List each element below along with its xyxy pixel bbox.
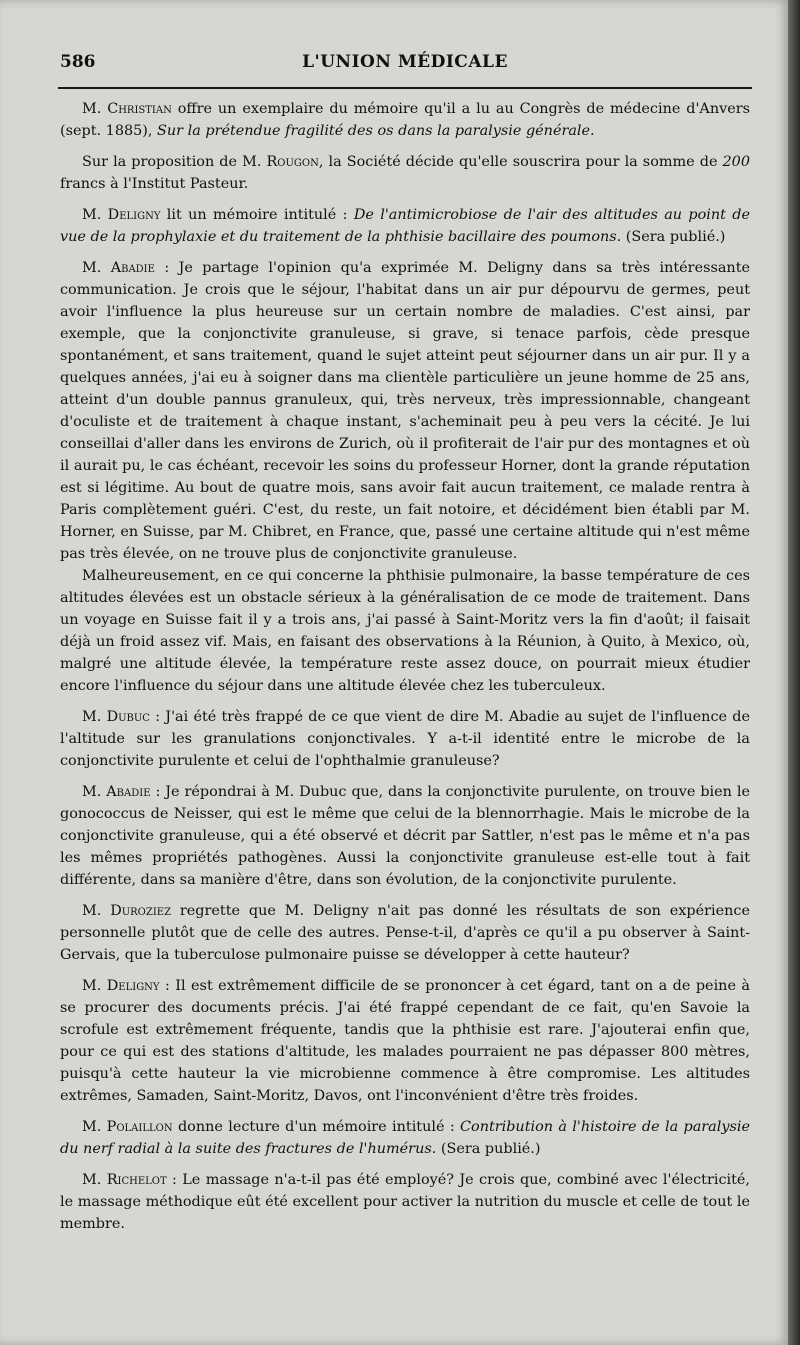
paragraph: M. Deligny lit un mémoire intitulé : De l'antimicrobiose de l'air des altitudes au point de vue de la prophylaxie et du traitement de la phthisie bacillaire des poumons. (Sera publié.) (60, 207, 750, 245)
header-rule (58, 87, 752, 89)
page-number: 586 (60, 52, 96, 72)
running-header (60, 52, 750, 82)
journal-title: L'UNION MÉDICALE (302, 52, 508, 72)
paragraph: M. Duroziez regrette que M. Deligny n'ait pas donné les résultats de son expérience personnelle plutôt que de celle des autres. Pense-t-il, d'après ce qu'il a pu observer à Saint-Gervais, que la tuberculose pulmonaire puisse se développer à cette hauteur? (60, 903, 750, 963)
paragraph: M. Richelot : Le massage n'a-t-il pas été employé? Je crois que, combiné avec l'électricité, le massage méthodique eût été excellent pour activer la nutrition du muscle et celle de tout le membre. (60, 1172, 750, 1232)
article-body (60, 98, 750, 1244)
paragraph: M. Dubuc : J'ai été très frappé de ce que vient de dire M. Abadie au sujet de l'influence de l'altitude sur les granulations conjonctivales. Y a-t-il identité entre le microbe de la conjonctivite purulente et celui de l'ophthalmie granuleuse? (60, 709, 750, 769)
paragraph: Sur la proposition de M. Rougon, la Société décide qu'elle souscrira pour la somme de 200 francs à l'Institut Pasteur. (60, 154, 750, 192)
paragraph: M. Abadie : Je partage l'opinion qu'a exprimée M. Deligny dans sa très intéressante communication. Je crois que le séjour, l'habitat dans un air pur dépourvu de germes, peut avoir l'influence la plus heureuse sur un certain nombre de maladies. C'est ainsi, par exemple, que la conjonctivite granuleuse, si grave, si tenace parfois, cède presque spontanément, et sans traitement, quand le sujet atteint peut séjourner dans un air pur. Il y a quelques années, j'ai eu à soigner dans ma clientèle particulière un jeune homme de 25 ans, atteint d'un double pannus granuleux, qui, très nerveux, très impressionnable, changeant d'oculiste et de traitement à chaque instant, s'acheminait peu à peu vers la cécité. Je lui conseillai d'aller dans les environs de Zurich, où il profiterait de l'air pur des montagnes et où il aurait pu, le cas échéant, recevoir les soins du professeur Horner, dont la grande réputation est si légitime. Au bout de quatre mois, sans avoir fait aucun traitement, ce malade rentra à Paris complètement guéri. C'est, du reste, un fait notoire, et décidément bien établi par M. Horner, en Suisse, par M. Chibret, en France, que, passé une certaine altitude qui n'est même pas très élevée, on ne trouve plus de conjonctivite granuleuse. (60, 260, 750, 562)
page-edge-shadow (788, 0, 800, 1345)
paragraph: M. Deligny : Il est extrêmement difficile de se prononcer à cet égard, tant on a de peine à se procurer des documents précis. J'ai été frappé cependant de ce fait, qu'en Savoie la scrofule est extrêmement fréquente, tandis que la phthisie est rare. J'ajouterai enfin que, pour ce qui est des stations d'altitude, les malades pourraient ne pas dépasser 800 mètres, puisqu'à cette hauteur la vie microbienne commence à être compromise. Les altitudes extrêmes, Samaden, Saint-Moritz, Davos, ont l'inconvénient d'être très froides. (60, 978, 750, 1104)
paragraph: M. Polaillon donne lecture d'un mémoire intitulé : Contribution à l'histoire de la paralysie du nerf radial à la suite des fractures de l'humérus. (Sera publié.) (60, 1119, 750, 1157)
paragraph: Malheureusement, en ce qui concerne la phthisie pulmonaire, la basse température de ces altitudes élevées est un obstacle sérieux à la généralisation de ce mode de traitement. Dans un voyage en Suisse fait il y a trois ans, j'ai passé à Saint-Moritz vers la fin d'août; il faisait déjà un froid assez vif. Mais, en faisant des observations à la Réunion, à Quito, à Mexico, où, malgré une altitude élevée, la température reste assez douce, on pourrait mieux étudier encore l'influence du séjour dans une altitude élevée chez les tuberculeux. (60, 568, 750, 694)
paragraph: M. Abadie : Je répondrai à M. Dubuc que, dans la conjonctivite purulente, on trouve bien le gonococcus de Neisser, qui est le même que celui de la blennorrhagie. Mais le microbe de la conjonctivite granuleuse, qui a été observé et décrit par Sattler, n'est pas le même et n'a pas les mêmes propriétés pathogènes. Aussi la conjonctivite granuleuse est-elle tout à fait différente, dans sa manière d'être, dans son évolution, de la conjonctivite purulente. (60, 784, 750, 888)
paragraph: M. Christian offre un exemplaire du mémoire qu'il a lu au Congrès de médecine d'Anvers (sept. 1885), Sur la prétendue fragilité des os dans la paralysie générale. (60, 101, 750, 139)
